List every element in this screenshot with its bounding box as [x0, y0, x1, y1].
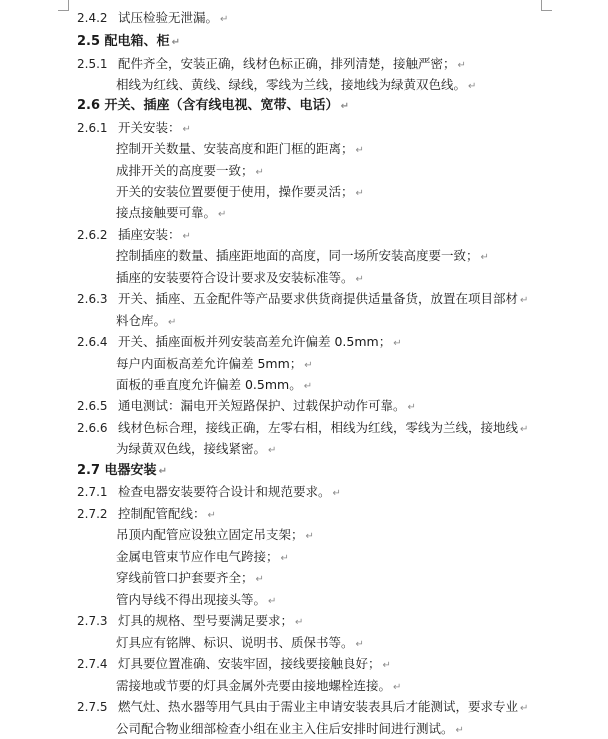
- paragraph-mark-icon: ↵: [268, 445, 277, 456]
- line-text[interactable]: 料仓库。 ↵: [116, 313, 177, 328]
- paragraph-mark-icon: ↵: [182, 124, 191, 135]
- item-number: 2.6.1: [77, 121, 108, 135]
- paragraph-mark-icon: ↵: [457, 60, 466, 71]
- line-text[interactable]: 为绿黄双色线，接线紧密。 ↵: [116, 441, 277, 456]
- paragraph-mark-icon: ↵: [393, 338, 402, 349]
- paragraph-mark-icon: ↵: [305, 531, 314, 542]
- item-number: 2.6.2: [77, 228, 108, 242]
- line-text[interactable]: 插座的安装要符合设计要求及安装标准等。 ↵: [116, 270, 364, 285]
- line-text[interactable]: 每户内面板高差允许偏差 5mm； ↵: [116, 356, 313, 371]
- paragraph-mark-icon: ↵: [207, 510, 216, 521]
- line-text[interactable]: 开关、插座面板并列安装高差允许偏差 0.5mm； ↵: [118, 334, 402, 349]
- line-text[interactable]: 公司配合物业细部检查小组在业主入住后安排时间进行测试。 ↵: [116, 721, 464, 736]
- paragraph-mark-icon: ↵: [255, 167, 264, 178]
- paragraph-mark-icon: ↵: [295, 617, 304, 628]
- paragraph-mark-icon: ↵: [355, 274, 364, 285]
- line-text[interactable]: 需接地或节要的灯具金属外壳要由接地螺栓连接。 ↵: [116, 678, 402, 693]
- paragraph-mark-icon: ↵: [382, 660, 391, 671]
- paragraph-mark-icon: ↵: [268, 596, 277, 607]
- line-text[interactable]: 金属电管束节应作电气跨接； ↵: [116, 549, 289, 564]
- line-text[interactable]: 控制插座的数量、插座距地面的高度，同一场所安装高度要一致； ↵: [116, 248, 489, 263]
- paragraph-mark-icon: ↵: [218, 209, 227, 220]
- heading-text: 2.5 配电箱、柜 ↵: [77, 34, 180, 49]
- paragraph-mark-icon: ↵: [255, 574, 264, 585]
- paragraph-mark-icon: ↵: [158, 466, 167, 477]
- paragraph-mark-icon: ↵: [355, 639, 364, 650]
- paragraph-mark-icon: ↵: [355, 145, 364, 156]
- paragraph-mark-icon: ↵: [393, 682, 402, 693]
- item-number: 2.6.5: [77, 399, 108, 413]
- item-number: 2.7.2: [77, 507, 108, 521]
- paragraph-mark-icon: ↵: [455, 725, 464, 736]
- line-text[interactable]: 试压检验无泄漏。 ↵: [118, 10, 229, 25]
- line-text[interactable]: 成排开关的高度要一致； ↵: [116, 163, 264, 178]
- line-text[interactable]: 开关安装： ↵: [118, 120, 191, 135]
- item-number: 2.6.6: [77, 421, 108, 435]
- paragraph-mark-icon: ↵: [303, 381, 313, 392]
- line-text[interactable]: 灯具的规格、型号要满足要求； ↵: [118, 613, 304, 628]
- paragraph-mark-icon: ↵: [182, 231, 191, 242]
- line-text[interactable]: 控制配管配线： ↵: [118, 506, 216, 521]
- paragraph-mark-icon: ↵: [332, 488, 341, 499]
- line-text[interactable]: 开关的安装位置要便于使用，操作要灵活； ↵: [116, 184, 364, 199]
- line-text[interactable]: 配件齐全，安装正确，线材色标正确，排列清楚，接触严密； ↵: [118, 56, 466, 71]
- line-text[interactable]: 通电测试：漏电开关短路保护、过载保护动作可靠。 ↵: [118, 398, 416, 413]
- paragraph-mark-icon: ↵: [520, 295, 529, 306]
- line-text[interactable]: 吊顶内配管应设独立固定吊支架； ↵: [116, 527, 314, 542]
- line-text[interactable]: 灯具应有铭牌、标识、说明书、质保书等。 ↵: [116, 635, 364, 650]
- item-number: 2.7.4: [77, 657, 108, 671]
- line-text[interactable]: 线材色标合理，接线正确，左零右相，相线为红线，零线为兰线，接地线 ↵: [118, 420, 529, 435]
- paragraph-mark-icon: ↵: [280, 553, 289, 564]
- item-number: 2.7.3: [77, 614, 108, 628]
- paragraph-mark-icon: ↵: [520, 424, 529, 435]
- margin-corner-top-left: [58, 0, 69, 11]
- paragraph-mark-icon: ↵: [480, 252, 489, 263]
- line-text[interactable]: 燃气灶、热水器等用气具由于需业主申请安装表具后才能测试，要求专业 ↵: [118, 699, 529, 714]
- heading-text: 2.6 开关、插座（含有线电视、宽带、电话） ↵: [77, 98, 349, 113]
- line-text[interactable]: 穿线前管口护套要齐全； ↵: [116, 570, 264, 585]
- heading-text: 2.7 电器安装 ↵: [77, 463, 167, 478]
- paragraph-mark-icon: ↵: [407, 402, 416, 413]
- line-text[interactable]: 接点接触要可靠。 ↵: [116, 205, 227, 220]
- line-text[interactable]: 管内导线不得出现接头等。 ↵: [116, 592, 277, 607]
- line-text[interactable]: 插座安装： ↵: [118, 227, 191, 242]
- paragraph-mark-icon: ↵: [340, 101, 349, 112]
- item-number: 2.7.5: [77, 700, 108, 714]
- paragraph-mark-icon: ↵: [304, 360, 313, 371]
- margin-corner-top-right: [541, 0, 552, 11]
- line-text[interactable]: 灯具要位置准确、安装牢固，接线要接触良好； ↵: [118, 656, 391, 671]
- item-number: 2.4.2: [77, 11, 108, 25]
- paragraph-mark-icon: ↵: [468, 81, 477, 92]
- item-number: 2.6.4: [77, 335, 108, 349]
- line-text[interactable]: 相线为红线、黄线、绿线，零线为兰线，接地线为绿黄双色线。 ↵: [116, 77, 477, 92]
- line-text[interactable]: 开关、插座、五金配件等产品要求供货商提供适量备货，放置在项目部材 ↵: [118, 291, 529, 306]
- item-number: 2.5.1: [77, 57, 108, 71]
- line-text[interactable]: 面板的垂直度允许偏差 0.5mm。 ↵: [116, 377, 313, 392]
- paragraph-mark-icon: ↵: [171, 37, 180, 48]
- paragraph-mark-icon: ↵: [355, 188, 364, 199]
- paragraph-mark-icon: ↵: [520, 703, 529, 714]
- paragraph-mark-icon: ↵: [168, 317, 177, 328]
- item-number: 2.6.3: [77, 292, 108, 306]
- line-text[interactable]: 控制开关数量、安装高度和距门框的距离； ↵: [116, 141, 364, 156]
- paragraph-mark-icon: ↵: [220, 14, 229, 25]
- line-text[interactable]: 检查电器安装要符合设计和规范要求。 ↵: [118, 484, 341, 499]
- item-number: 2.7.1: [77, 485, 108, 499]
